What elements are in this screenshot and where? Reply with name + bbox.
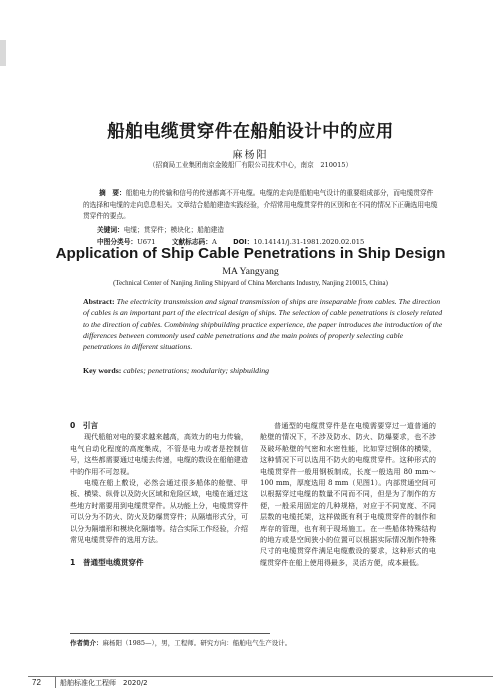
footer-rule	[28, 676, 493, 677]
keywords-en-text: cables; penetrations; modularity; shipbuilding	[123, 366, 270, 375]
clc-label: 中图分类号：	[97, 238, 138, 246]
keywords-cn-text: 电缆；贯穿件；模块化；船舶建造	[123, 226, 225, 234]
doc-code-label: 文献标志码：	[171, 238, 212, 246]
author-name-cn: 麻杨阳	[232, 150, 269, 161]
abstract-cn-label: 摘 要：	[99, 189, 126, 197]
doi-value: 10.14141/j.31-1981.2020.02.015	[253, 238, 365, 246]
author-name-en: MA Yangyang	[222, 266, 279, 277]
paper-title-en: Application of Ship Cable Penetrations in Ship Design	[55, 245, 446, 262]
abstract-en-label: Abstract:	[83, 297, 115, 306]
intro-paragraph-2: 电缆在船上敷设，必然会通过很多船体的舱壁、甲板、横梁、纵骨以及防火区域和危险区域，电缆在通过这些地方时需要用到电缆贯穿件。从功能上分，电缆贯穿件可以分为不防火、防火及防爆贯穿件；从隔墙形式分，可以分为隔墙形和模块化隔墙等。结合实际工作经验，介绍常见电缆贯穿件的选用方法。	[70, 478, 248, 545]
keywords-en-label: Key words:	[83, 366, 122, 375]
abstract-en	[83, 296, 443, 352]
doc-code-value: A	[211, 238, 217, 246]
clc-value: U671	[137, 238, 156, 246]
author-bio-note	[70, 638, 291, 647]
section-heading-1: 1 普通型电缆贯穿件	[70, 558, 144, 568]
affiliation-en: (Technical Center of Nanjing Jinling Shipyard of China Merchants Industry, Nanjing 210015, China)	[113, 280, 388, 287]
author-bio-text: 麻杨阳（1985—），男，工程师。研究方向：船舶电气生产设计。	[102, 639, 292, 647]
keywords-en	[83, 366, 269, 375]
abstract-cn	[83, 188, 439, 223]
journal-name: 船舶标准化工程师 2020/2	[60, 679, 148, 687]
abstract-cn-text: 船舶电力的传输和信号的传递都离不开电缆。电缆的走向是船舶电气设计的重要组成部分，而电缆贯穿件的选择和电缆的走向息息相关。文章结合船舶建造实践经验，介绍常用电缆贯穿件的区别和在不同的情况下正确选用电缆贯穿件的要点。	[83, 189, 438, 221]
doi-label: DOI：	[233, 238, 254, 246]
paper-title-cn: 船舶电缆贯穿件在船舶设计中的应用	[107, 122, 394, 142]
section-heading-intro: 0 引言	[70, 421, 99, 430]
intro-paragraph-1: 现代船舶对电的要求越来越高，高效力的电力传输，电气自动化程度的高度集成，不管是电力或者是控制信号，这些都需要通过电缆去传递，电缆的数设在船舶建造中的作用不可忽视。	[70, 432, 248, 476]
section1-paragraph-1: 普通型的电缆贯穿件是在电缆需要穿过一道普通的舱壁的情况下，不涉及防水、防火、防爆要求，也不涉及破坏舱壁的气密和水密性能，比如穿过钢体的横梁，这种情况下可以选用不防火的电缆贯穿件。这种形式的电缆贯穿件一般用钢板制成，长度一般选用 80 mm～100 mm，厚度选用 8 mm（见图1）。内部贯通空间可以根据穿过电缆的数量不同而不同，但是为了制作的方便，一般采用固定的几种规格，对应于不同宽度、不同层数的电缆托架，这样做既有利于电缆贯穿件的制作和库存的管理，也有利于现场施工。在一些船体特殊结构的地方或是空间狭小的位置可以根据实际情况制作特殊尺寸的电缆贯穿件满足电缆敷设的要求，这种形式的电缆贯穿件在船上使用得最多，灵活方便，成本最低。	[260, 421, 436, 567]
author-bio-label: 作者简介：	[70, 639, 103, 647]
body-column-left	[70, 420, 248, 569]
abstract-en-text: The electricity transmission and signal transmission of ships are inseparable from cables. The direction of cables is an important part of the electrical design of ships. The selection of cable penetrations is closely related to the direction of cables. Combining shipbuilding practice experience, the paper introduces the introduction of the differences between commonly used cable penetrations and the main points of properly selecting cable penetrations in different situations.	[83, 297, 443, 352]
affiliation-cn: （招商局工业集团南京金陵船厂有限公司技术中心，南京 210015）	[148, 161, 353, 169]
keywords-cn	[97, 224, 224, 234]
page-number: 72	[32, 678, 41, 687]
footer-divider	[55, 677, 56, 688]
body-column-right	[260, 420, 436, 568]
footnote-divider	[70, 633, 270, 634]
page-edge-mark	[0, 40, 6, 66]
keywords-cn-label: 关键词：	[97, 226, 124, 234]
